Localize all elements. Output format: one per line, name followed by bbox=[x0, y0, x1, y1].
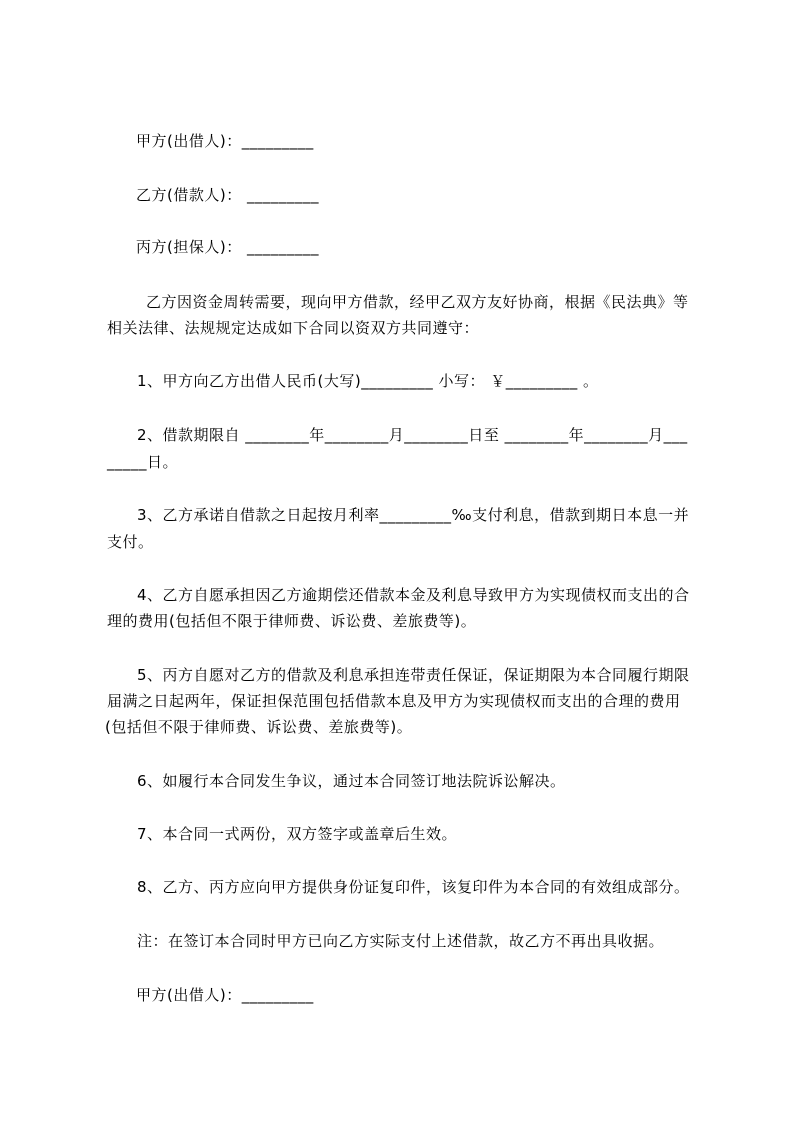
clause-4-line-2: 理的费用(包括但不限于律师费、诉讼费、差旅费等)。 bbox=[107, 612, 477, 630]
clause-8: 8、乙方、丙方应向甲方提供身份证复印件，该复印件为本合同的有效组成部分。 bbox=[137, 878, 690, 896]
party-c-line: 丙方(担保人)： _________ bbox=[136, 238, 319, 256]
party-b-line: 乙方(借款人)： _________ bbox=[136, 186, 319, 204]
clause-5-line-2: 届满之日起两年，保证担保范围包括借款本息及甲方为实现债权而支出的合理的费用 bbox=[107, 692, 681, 710]
clause-2-line-1: 2、借款期限自 ________年________月________日至 ________年________月___ bbox=[137, 426, 688, 444]
clause-7: 7、本合同一式两份，双方签字或盖章后生效。 bbox=[137, 825, 458, 843]
clause-4-line-1: 4、乙方自愿承担因乙方逾期偿还借款本金及利息导致甲方为实现债权而支出的合 bbox=[137, 586, 690, 604]
clause-5-line-1: 5、丙方自愿对乙方的借款及利息承担连带责任保证，保证期限为本合同履行期限 bbox=[137, 666, 690, 684]
clause-3-line-2: 支付。 bbox=[107, 533, 154, 551]
clause-6: 6、如履行本合同发生争议，通过本合同签订地法院诉讼解决。 bbox=[137, 772, 566, 790]
clause-1: 1、甲方向乙方出借人民币(大写)_________ 小写： ￥_________ 。 bbox=[137, 372, 599, 390]
party-a-line: 甲方(出借人)：_________ bbox=[136, 132, 314, 150]
note-line: 注：在签订本合同时甲方已向乙方实际支付上述借款，故乙方不再出具收据。 bbox=[137, 932, 665, 950]
clause-3-line-1: 3、乙方承诺自借款之日起按月利率_________‰支付利息，借款到期日本息一并 bbox=[137, 506, 690, 524]
clause-5-line-3: (包括但不限于律师费、诉讼费、差旅费等)。 bbox=[105, 718, 413, 736]
intro-line-1: 乙方因资金周转需要，现向甲方借款，经甲乙双方友好协商，根据《民法典》等 bbox=[146, 293, 689, 311]
party-a-sign-line: 甲方(出借人)：_________ bbox=[136, 986, 314, 1004]
intro-line-2: 相关法律、法规规定达成如下合同以资双方共同遵守： bbox=[107, 319, 480, 337]
clause-2-line-2: _____日。 bbox=[107, 453, 179, 471]
